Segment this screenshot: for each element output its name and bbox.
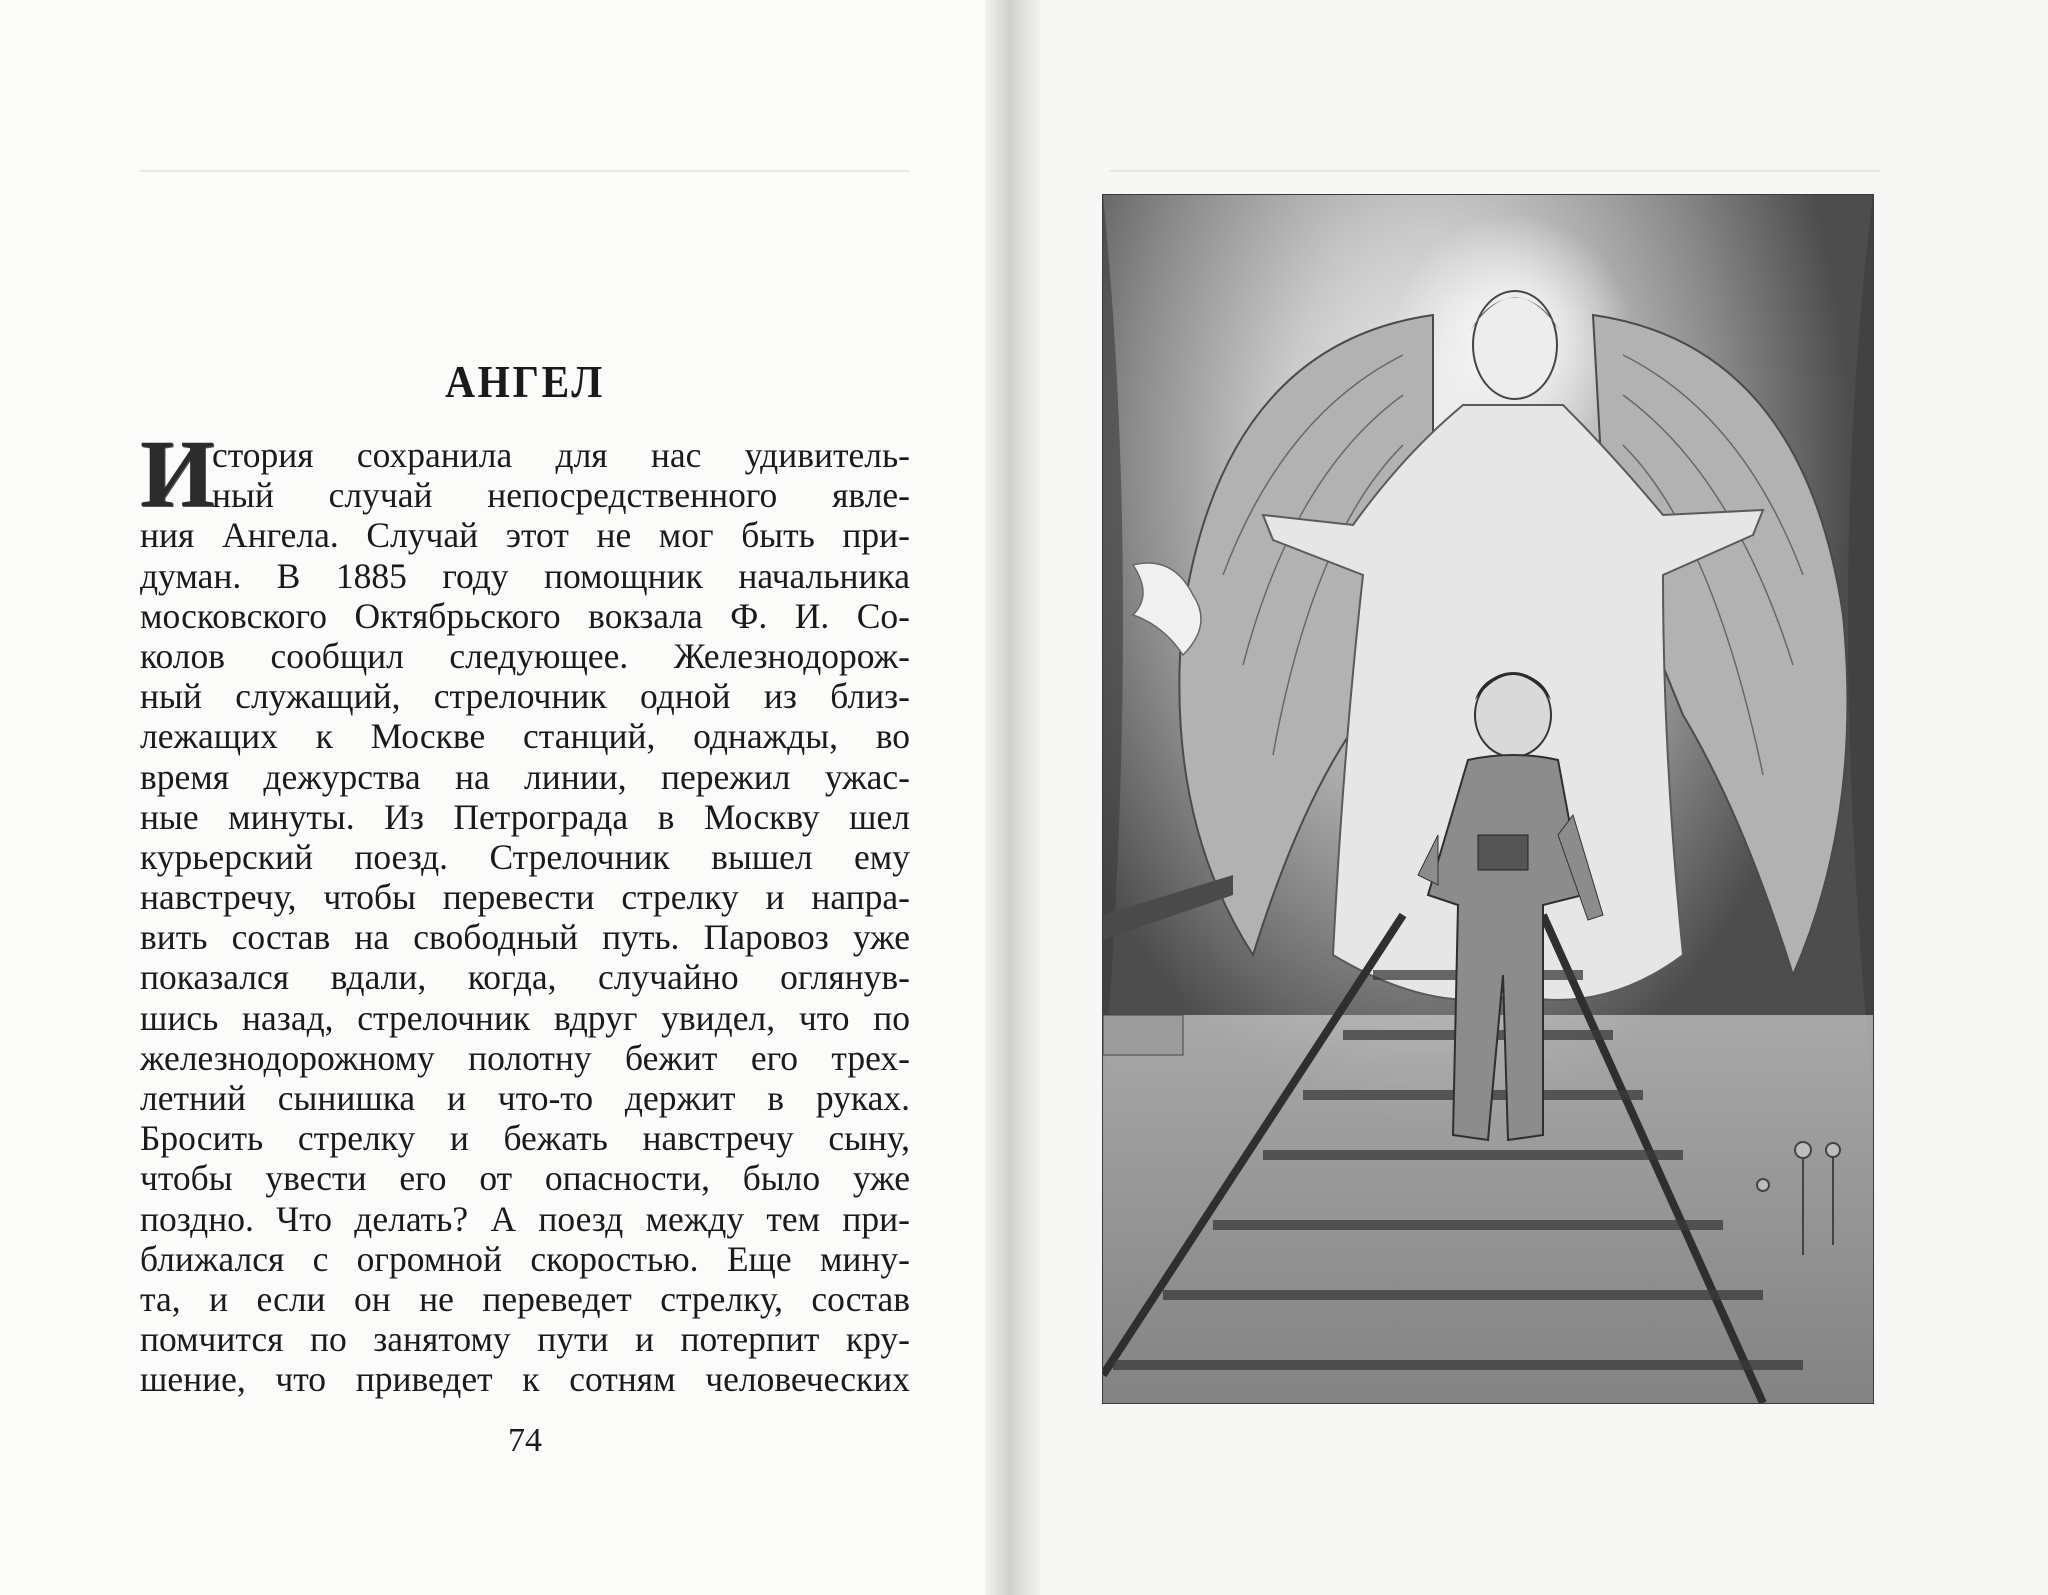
text-line: шение, что приведет к сотням человеческих (140, 1359, 910, 1400)
left-page (0, 0, 1000, 1595)
text-line: ные минуты. Из Петрограда в Москву шел (140, 796, 910, 837)
text-line: помчится по занятому пути и потерпит кру- (140, 1319, 910, 1360)
chapter-title: АНГЕЛ (445, 356, 605, 407)
text-line: курьерский поезд. Стрелочник вышел ему (140, 836, 910, 877)
text-line: показался вдали, когда, случайно оглянув- (140, 957, 910, 998)
text-line: вить состав на свободный путь. Паровоз уже (140, 917, 910, 958)
text-line: шись назад, стрелочник вдруг увидел, что по (140, 997, 910, 1038)
text-line: железнодорожному полотну бежит его трех- (140, 1037, 910, 1078)
drop-cap: И (140, 420, 215, 527)
angel-illustration (1102, 194, 1874, 1404)
bleed-through-header (140, 150, 910, 172)
page-number: 74 (508, 1422, 542, 1459)
illustration-svg (1103, 195, 1873, 1403)
text-line: думан. В 1885 году помощник начальника (140, 555, 910, 596)
text-line: время дежурства на линии, пережил ужас- (140, 756, 910, 797)
bleed-through-header-right (1110, 150, 1880, 172)
text-line: московского Октябрьского вокзала Ф. И. Со- (140, 595, 910, 636)
text-line: та, и если он не переведет стрелку, состав (140, 1278, 910, 1319)
body-text (140, 435, 910, 1400)
text-line: чтобы увести его от опасности, было уже (140, 1158, 910, 1199)
text-line: колов сообщил следующее. Железнодорож- (140, 635, 910, 676)
text-line: Бросить стрелку и бежать навстречу сыну, (140, 1118, 910, 1159)
text-line: поздно. Что делать? А поезд между тем при- (140, 1198, 910, 1239)
text-line: навстречу, чтобы перевести стрелку и напра- (140, 877, 910, 918)
text-line: стория сохранила для нас удивитель- (212, 435, 910, 475)
book-gutter (985, 0, 1040, 1595)
text-line: ния Ангела. Случай этот не мог быть при- (140, 515, 910, 556)
text-line: летний сынишка и что-то держит в руках. (140, 1078, 910, 1118)
text-line: ный служащий, стрелочник одной из близ- (140, 676, 910, 717)
text-line: ближался с огромной скоростью. Еще мину- (140, 1238, 910, 1279)
text-line: ный случай непосредственного явле- (212, 475, 910, 516)
text-line: лежащих к Москве станций, однажды, во (140, 716, 910, 757)
